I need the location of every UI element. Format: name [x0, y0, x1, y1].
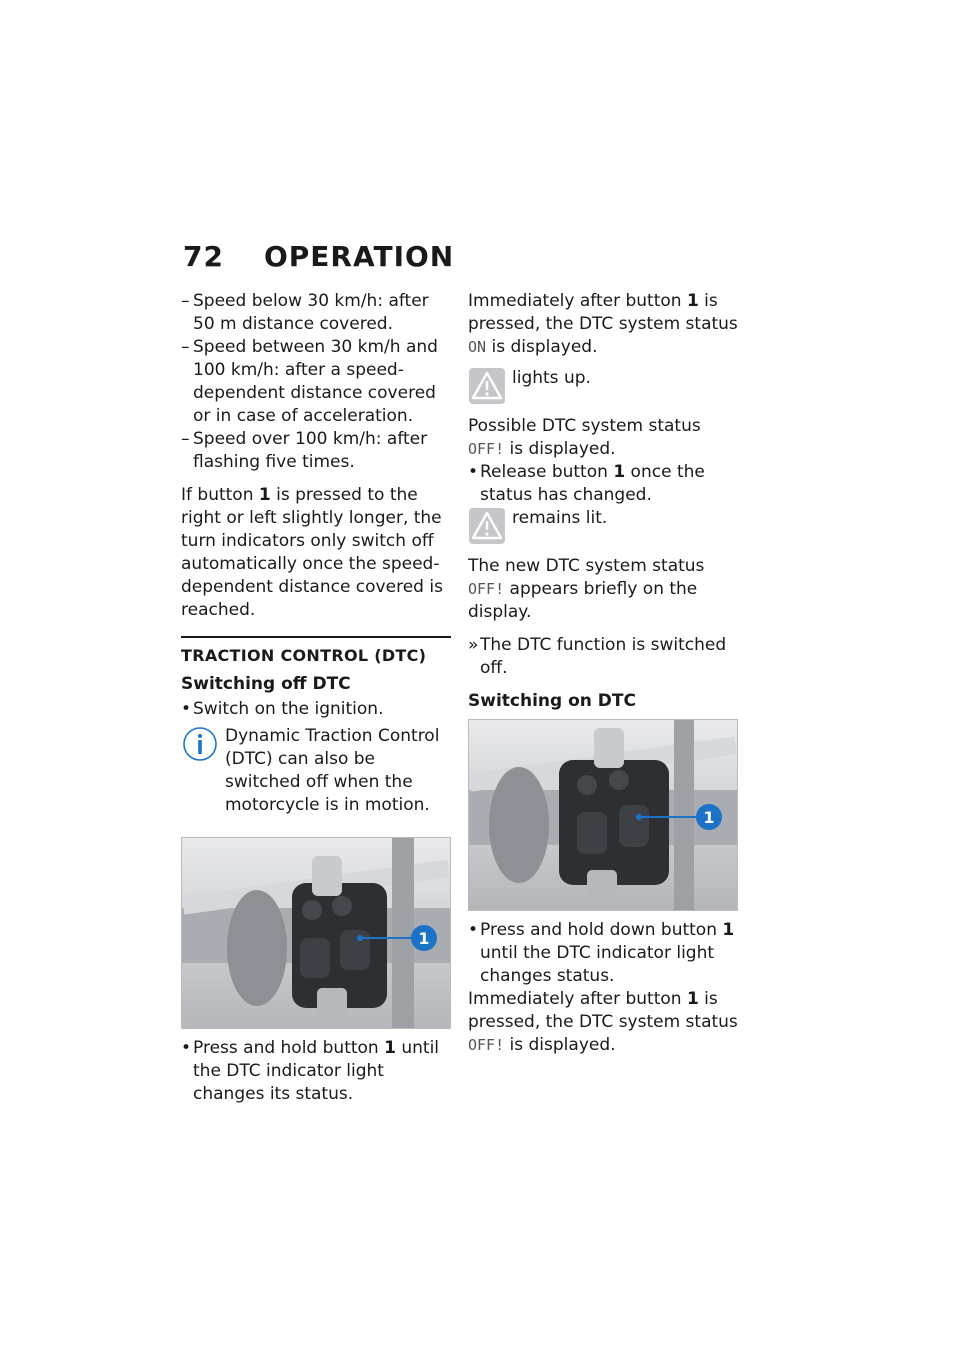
- info-icon: [181, 725, 219, 763]
- page-number: 72: [183, 240, 224, 273]
- section-title-dtc: TRACTION CONTROL (DTC): [181, 636, 451, 667]
- subheading-switch-on: Switching on DTC: [468, 691, 636, 711]
- section-heading: OPERATION: [263, 240, 455, 273]
- remains-lit-text: remains lit.: [512, 508, 608, 528]
- callout-label: 1: [703, 808, 715, 827]
- speed-rule-3: – Speed over 100 km/h: after flashing five times.: [181, 428, 451, 474]
- indicator-remains-lit: [468, 507, 740, 545]
- info-note: [181, 725, 451, 817]
- right-column: [468, 290, 740, 1067]
- handlebar-switch-illustration: [469, 720, 737, 910]
- info-note-text: Dynamic Traction Control (DTC) can also be switched off when the motorcycle is in motion.: [225, 726, 440, 815]
- callout-label: 1: [418, 929, 430, 948]
- left-column: [181, 290, 451, 1106]
- status-off-paragraph: Possible DTC system status OFF! is displayed.: [468, 416, 701, 459]
- new-status-paragraph: The new DTC system status OFF! appears briefly on the display.: [468, 556, 705, 622]
- speed-rule-2: – Speed between 30 km/h and 100 km/h: after a speed-dependent distance covered or in case of acceleration.: [181, 336, 451, 428]
- handlebar-photo-1: [181, 837, 451, 1029]
- turn-indicator-paragraph: If button 1 is pressed to the right or left slightly longer, the turn indicators only switch off automatically once the speed-dependent distance covered is reached.: [181, 485, 443, 620]
- lights-up-text: lights up.: [512, 368, 591, 388]
- step-press-hold: • Press and hold button 1 until the DTC indicator light changes its status.: [181, 1037, 451, 1106]
- step-ignition: • Switch on the ignition.: [181, 698, 451, 721]
- handlebar-photo-2: [468, 719, 738, 911]
- step-release-button: • Release button 1 once the status has changed.: [468, 461, 740, 507]
- indicator-lights-up: [468, 367, 740, 405]
- step-press-hold-down: • Press and hold down button 1 until the DTC indicator light changes status.: [468, 919, 740, 988]
- speed-rule-1: – Speed below 30 km/h: after 50 m distance covered.: [181, 290, 451, 336]
- status-on-paragraph: Immediately after button 1 is pressed, the DTC system status ON is displayed.: [468, 291, 738, 357]
- dtc-warning-icon: [468, 507, 506, 545]
- status-off-final-paragraph: Immediately after button 1 is pressed, the DTC system status OFF! is displayed.: [468, 989, 738, 1055]
- subheading-switch-off: Switching off DTC: [181, 674, 351, 694]
- dtc-warning-icon: [468, 367, 506, 405]
- result-switched-off: » The DTC function is switched off.: [468, 634, 740, 680]
- handlebar-switch-illustration: [182, 838, 450, 1028]
- page-header: [183, 240, 454, 273]
